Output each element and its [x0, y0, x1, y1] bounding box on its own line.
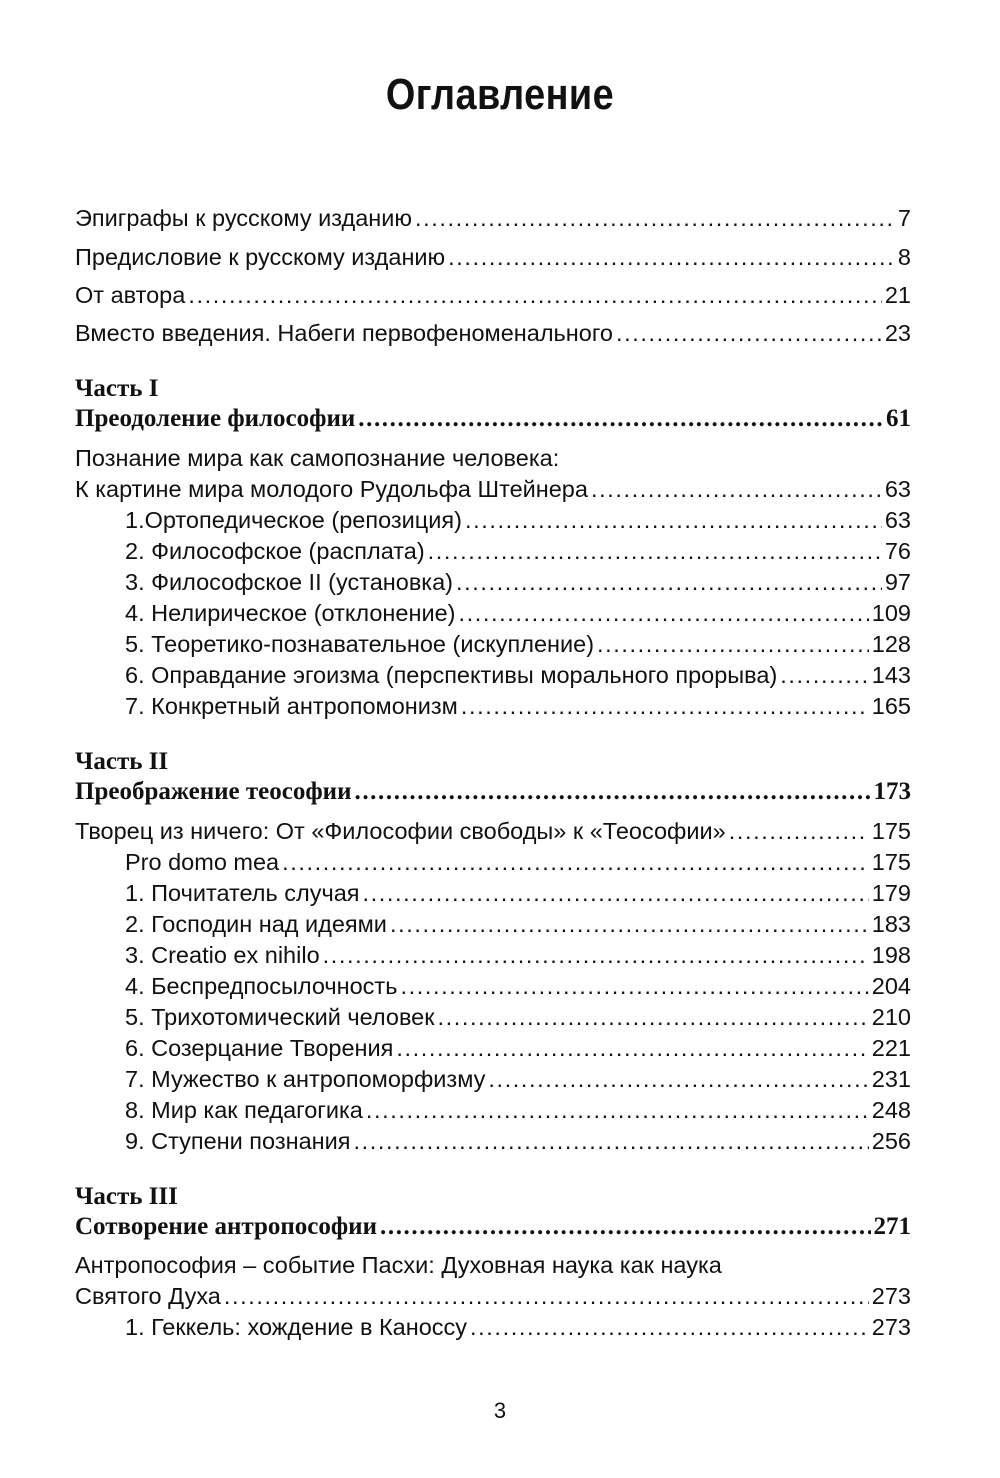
leader-dots — [616, 317, 882, 349]
toc-entry-page: 165 — [871, 693, 911, 719]
toc-entry-title: Pro domo mea — [125, 849, 280, 875]
toc-entry-title: 1. Почитатель случая — [125, 880, 360, 906]
toc-entry[interactable] — [125, 535, 911, 567]
toc-entry-page: 63 — [884, 476, 911, 502]
toc-entry-page: 97 — [884, 569, 911, 595]
leader-dots — [470, 1311, 869, 1343]
toc-entry-title: 4. Нелирическое (отклонение) — [125, 600, 456, 626]
toc-entry-title: 1. Геккель: хождение в Каноссу — [125, 1314, 468, 1340]
toc-entry-title: Вместо введения. Набеги первофеноменального — [75, 320, 613, 346]
toc-entry[interactable] — [125, 659, 911, 691]
toc-entry-title: От автора — [75, 282, 186, 308]
leader-dots — [448, 241, 895, 273]
part1-label: Часть I — [75, 375, 159, 402]
toc-entry-page: 143 — [871, 662, 911, 688]
toc-entry-title: 3. Creatio ex nihilo — [125, 942, 320, 968]
toc-entry-title: 1.Ортопедическое (репозиция) — [125, 507, 462, 533]
leader-dots — [591, 473, 882, 505]
toc-entry[interactable] — [125, 690, 911, 722]
toc-entry-page: 273 — [871, 1283, 911, 1309]
toc-entry-title: 8. Мир как педагогика — [125, 1097, 363, 1123]
leader-dots — [224, 1280, 869, 1312]
toc-entry-page: 231 — [871, 1066, 911, 1092]
toc-entry-epigraphs[interactable] — [75, 202, 911, 234]
toc-entry-page: 175 — [871, 818, 911, 844]
toc-entry-page: 183 — [871, 911, 911, 937]
leader-dots — [597, 628, 869, 660]
toc-entry-title: Преображение теософии — [75, 778, 352, 805]
toc-entry-page: 8 — [897, 244, 911, 270]
toc-entry-page: 63 — [884, 507, 911, 533]
toc-entry-title: Святого Духа — [75, 1283, 221, 1309]
toc-entry-page: 210 — [871, 1004, 911, 1030]
toc-entry-title: 5. Трихотомический человек — [125, 1004, 435, 1030]
toc-entry-title: Преодоление философии — [75, 405, 356, 432]
toc-entry-title: 7. Конкретный антропомонизм — [125, 693, 458, 719]
leader-dots — [415, 202, 895, 234]
toc-entry-title: 6. Созерцание Творения — [125, 1035, 394, 1061]
leader-dots — [456, 566, 882, 598]
part3-section[interactable] — [75, 1280, 911, 1312]
part2-heading[interactable] — [75, 776, 911, 808]
toc-entry-page: 198 — [871, 942, 911, 968]
page-number: 3 — [493, 1398, 507, 1423]
leader-dots — [354, 1125, 869, 1157]
toc-entry-page: 7 — [897, 205, 911, 231]
part1-section-line1: Познание мира как самопознание человека: — [75, 445, 560, 471]
toc-entry-page: 21 — [884, 282, 911, 308]
leader-dots — [366, 1094, 869, 1126]
toc-entry[interactable] — [125, 1094, 911, 1126]
toc-entry[interactable] — [125, 566, 911, 598]
leader-dots — [363, 877, 869, 909]
leader-dots — [488, 1063, 868, 1095]
part3-label: Часть III — [75, 1183, 178, 1210]
leader-dots — [428, 535, 882, 567]
toc-entry[interactable] — [125, 504, 911, 536]
toc-entry-from-author[interactable] — [75, 279, 911, 311]
toc-entry[interactable] — [125, 970, 911, 1002]
part1-heading[interactable] — [75, 403, 911, 435]
leader-dots — [458, 597, 868, 629]
leader-dots — [396, 1032, 868, 1064]
leader-dots — [282, 846, 869, 878]
toc-entry[interactable] — [125, 1125, 911, 1157]
leader-dots — [400, 970, 868, 1002]
leader-dots — [729, 815, 869, 847]
toc-entry-page: 76 — [884, 538, 911, 564]
page-title: Оглавление — [385, 70, 615, 119]
toc-entry[interactable] — [125, 877, 911, 909]
toc-entry-title: Творец из ничего: От «Философии свободы» к «Теософии» — [75, 818, 726, 844]
toc-entry-title: 2. Философское (расплата) — [125, 538, 425, 564]
leader-dots — [390, 908, 869, 940]
toc-entry-title: 4. Беспредпосылочность — [125, 973, 398, 999]
part2-label: Часть II — [75, 748, 169, 775]
toc-entry-page: 221 — [871, 1035, 911, 1061]
toc-entry[interactable] — [125, 1001, 911, 1033]
toc-entry-page: 271 — [873, 1213, 911, 1240]
toc-entry-page: 256 — [871, 1128, 911, 1154]
toc-entry-page: 128 — [871, 631, 911, 657]
toc-entry[interactable] — [125, 846, 911, 878]
toc-entry-introduction[interactable] — [75, 317, 911, 349]
leader-dots — [323, 939, 869, 971]
toc-entry[interactable] — [125, 939, 911, 971]
toc-entry-title: 3. Философское II (установка) — [125, 569, 453, 595]
part1-section[interactable] — [75, 473, 911, 505]
toc-entry-page: 23 — [884, 320, 911, 346]
toc-entry-preface[interactable] — [75, 241, 911, 273]
toc-entry-title: 5. Теоретико-познавательное (искупление) — [125, 631, 595, 657]
toc-entry-title: Предисловие к русскому изданию — [75, 244, 446, 270]
toc-entry-page: 248 — [871, 1097, 911, 1123]
toc-entry-page: 273 — [871, 1314, 911, 1340]
leader-dots — [465, 504, 882, 536]
toc-entry-page: 204 — [871, 973, 911, 999]
toc-entry[interactable] — [125, 908, 911, 940]
toc-entry-title: 6. Оправдание эгоизма (перспективы морального прорыва) — [125, 662, 778, 688]
leader-dots — [188, 279, 882, 311]
toc-entry[interactable] — [125, 628, 911, 660]
toc-entry-page: 175 — [871, 849, 911, 875]
toc-entry-title: 7. Мужество к антропоморфизму — [125, 1066, 486, 1092]
leader-dots — [358, 403, 883, 435]
toc-entry-title: К картине мира молодого Рудольфа Штейнера — [75, 476, 588, 502]
toc-entry-page: 61 — [886, 405, 911, 432]
toc-entry[interactable] — [125, 1063, 911, 1095]
part3-heading[interactable] — [75, 1211, 911, 1243]
toc-entry-title: 9. Ступени познания — [125, 1128, 351, 1154]
toc-entry-page: 173 — [873, 778, 911, 805]
toc-entry[interactable] — [125, 1032, 911, 1064]
toc-entry-title: 2. Господин над идеями — [125, 911, 387, 937]
toc-entry-page: 109 — [871, 600, 911, 626]
toc-entry-title: Эпиграфы к русскому изданию — [75, 205, 413, 231]
leader-dots — [438, 1001, 869, 1033]
leader-dots — [354, 776, 870, 808]
leader-dots — [780, 659, 868, 691]
toc-entry-page: 179 — [871, 880, 911, 906]
leader-dots — [461, 690, 869, 722]
toc-entry-title: Сотворение антропософии — [75, 1213, 377, 1240]
toc-entry[interactable] — [125, 1311, 911, 1343]
part3-section-line1: Антропософия – событие Пасхи: Духовная наука как наука — [75, 1252, 722, 1278]
leader-dots — [380, 1211, 871, 1243]
part2-section[interactable] — [75, 815, 911, 847]
toc-entry[interactable] — [125, 597, 911, 629]
